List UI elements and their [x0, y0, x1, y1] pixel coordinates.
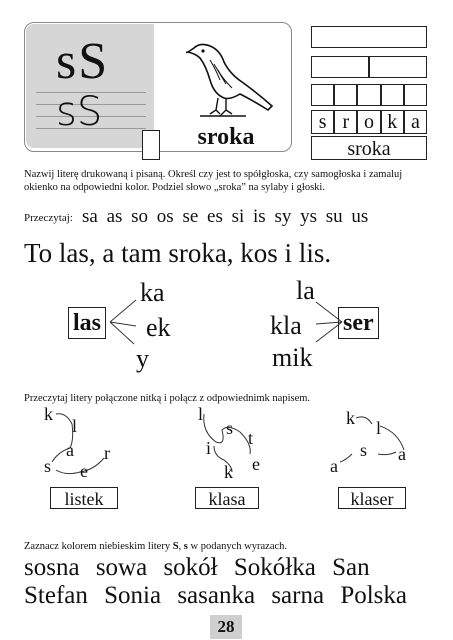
syllable-list: sa as so os se es si is sy ys su us [82, 206, 369, 227]
instruction-task3: Zaznacz kolorem niebieskim litery S, s w podanych wyrazach. [24, 541, 288, 552]
handwritten-letters: ꜱS [56, 89, 103, 135]
sound-box[interactable] [404, 84, 427, 106]
word[interactable]: Stefan [24, 582, 88, 609]
syllable-box-full[interactable] [311, 26, 427, 48]
sound-box[interactable] [357, 84, 380, 106]
thread-letter: l [198, 404, 204, 424]
branch-word: kla [270, 311, 302, 340]
letter-cell: o [357, 110, 380, 134]
thread-letter: t [248, 428, 254, 448]
thread-letter: k [44, 404, 53, 424]
web-center-word: las [68, 307, 106, 339]
instruction-task1: Nazwij literę drukowaną i pisaną. Określ czy jest to spółgłoska, czy samogłoska i zamaluj okienko na odpowiedni kolor. Podziel słowo „sroka” na sylaby i głoski. [24, 169, 403, 193]
sound-box[interactable] [311, 84, 334, 106]
branch-word: ka [140, 278, 165, 307]
instruction-task2: Przeczytaj litery połączone nitką i połącz z odpowiednimk napisem. [24, 393, 311, 404]
answer-word-box[interactable]: klasa [195, 487, 259, 509]
sound-box[interactable] [381, 84, 404, 106]
thread-letter: a [398, 444, 406, 464]
thread-letter: e [252, 454, 260, 474]
word[interactable]: sokół [163, 554, 218, 581]
branch-word: ek [146, 313, 171, 342]
reading-sentence: To las, a tam sroka, kos i lis. [24, 238, 332, 268]
syllable-box[interactable] [311, 56, 369, 78]
answer-word-box[interactable]: klaser [338, 487, 406, 509]
sound-box[interactable] [334, 84, 357, 106]
word[interactable]: Polska [340, 582, 408, 609]
answer-word-box[interactable]: listek [50, 487, 118, 509]
thread-letter: l [72, 416, 78, 436]
word[interactable]: sosna [24, 554, 80, 581]
picture-word: sroka [197, 124, 255, 150]
letter-cell: s [311, 110, 334, 134]
page-number: 28 [210, 615, 242, 639]
thread-letter: l [376, 418, 382, 438]
syllable-box[interactable] [369, 56, 427, 78]
word[interactable]: sowa [95, 554, 148, 581]
thread-letter: k [224, 462, 233, 482]
branch-word: mik [272, 343, 313, 372]
letter-cell: r [334, 110, 357, 134]
web-center-word: ser [338, 307, 379, 339]
thread-letter: a [66, 440, 74, 460]
word[interactable]: Sokółka [233, 554, 316, 581]
printed-letters: sS [56, 33, 110, 90]
word-row-1 [24, 554, 370, 582]
letter-cell: k [381, 110, 404, 134]
letter-cell: a [404, 110, 427, 134]
thread-letter: k [346, 408, 355, 428]
word[interactable]: sarna [271, 582, 325, 609]
branch-word: la [296, 276, 315, 305]
word[interactable]: sasanka [177, 582, 256, 609]
read-label: Przeczytaj: [24, 212, 73, 224]
magpie-icon [186, 40, 276, 124]
thread-letter: a [330, 456, 338, 476]
thread-letter: r [104, 443, 110, 463]
thread-letter: s [360, 440, 368, 460]
word[interactable]: San [332, 554, 370, 581]
color-fill-box[interactable] [142, 130, 160, 160]
thread-letter: s [226, 418, 234, 438]
word[interactable]: Sonia [104, 582, 162, 609]
branch-word: y [136, 344, 149, 373]
word-box: sroka [311, 136, 427, 160]
thread-letter: e [80, 461, 88, 481]
thread-letter: s [44, 456, 52, 476]
word-row-2 [24, 582, 407, 610]
thread-letter: i [206, 438, 212, 458]
